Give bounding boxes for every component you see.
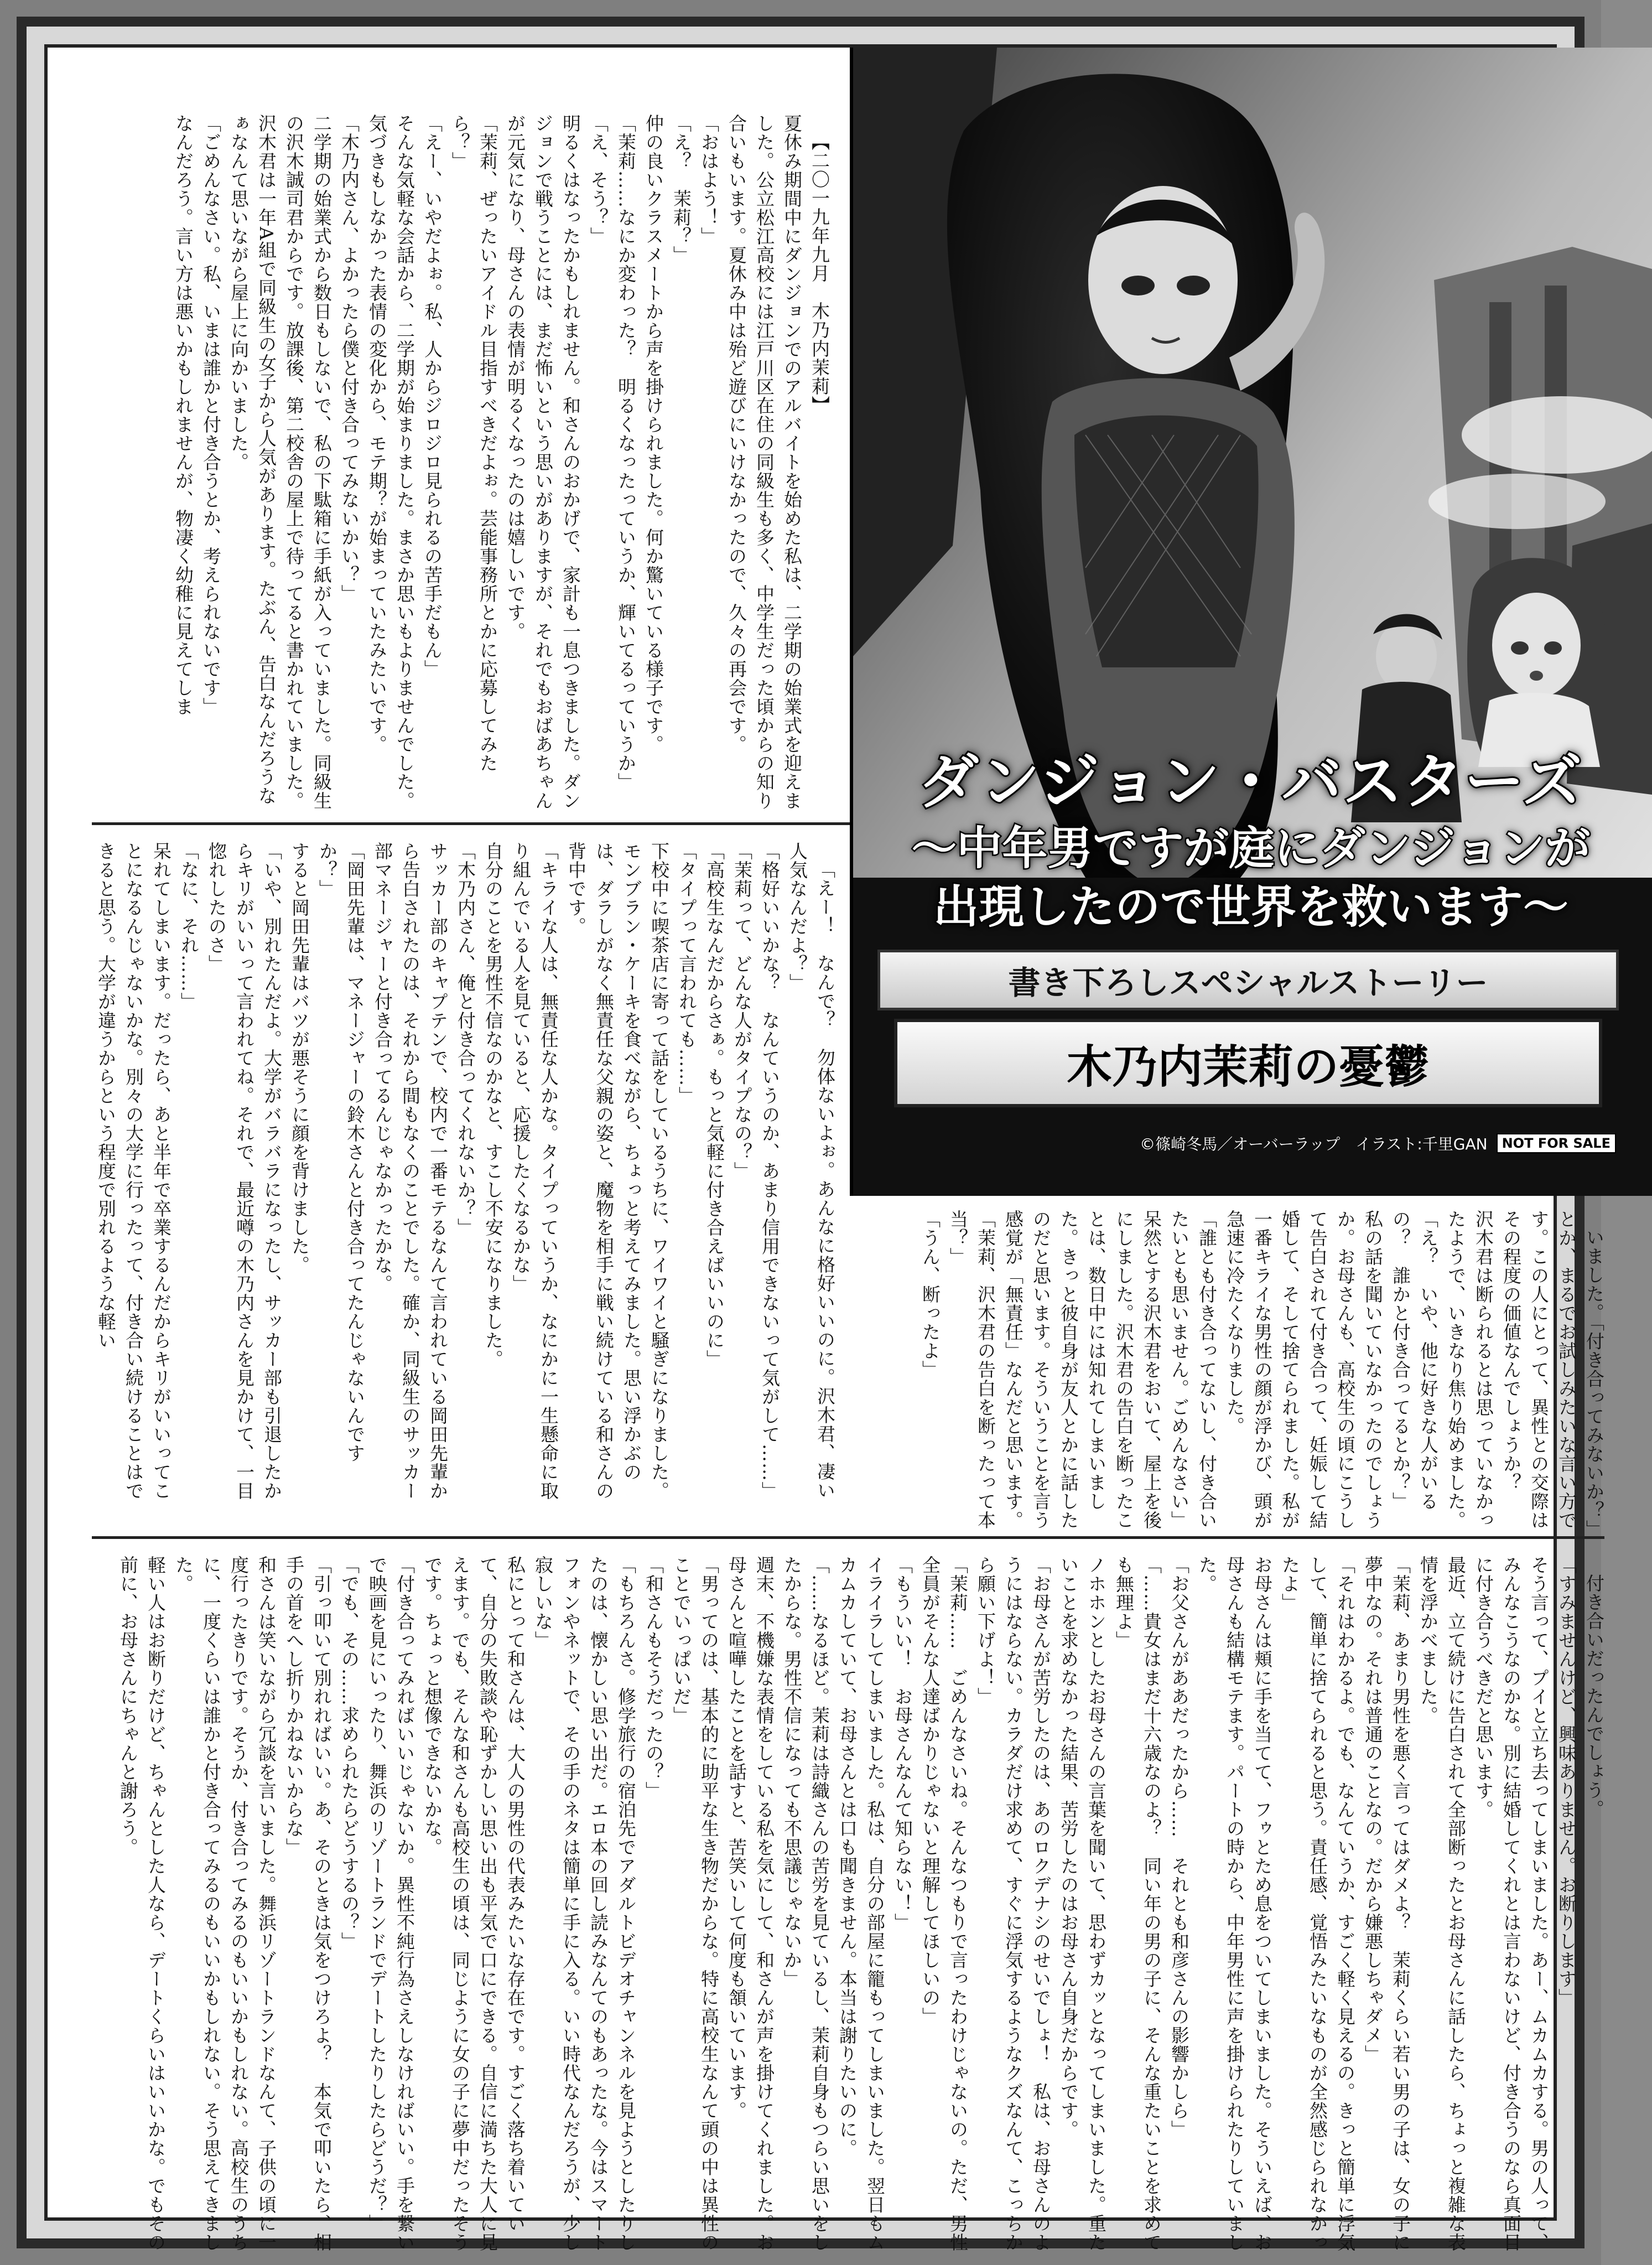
text-band-2 — [95, 842, 839, 1509]
text-band-4 — [103, 1556, 1608, 2253]
not-for-sale-badge: NOT FOR SALE — [1497, 1133, 1616, 1153]
band-divider-1 — [92, 822, 850, 825]
body-text-2: 「えー！ なんで？ 勿体ないよぉ。あんなに格好いいのに。沢木君、凄い人気なんだよ？」 「格好いいかな？ なんていうのか、あまり信用できないって気がして……」 「茉莉って、どんな人がタイプなの？」 「高校生なんだからさぁ。もっと気軽に付き合えばいいのに」 「タイプって言われても……」 下校中に喫茶店に寄って話をしているうちに、ワイワイと騒ぎになりました。モンブラン・ケーキを食べながら、ちょっと考えてみました。思い浮かぶのは、ダラしがなく無責任な父親の姿と、魔物を相手に戦い続けている和さんの背中です。 「キライな人は、無責任な人かな。タイプっていうか、なにかに一生懸命に取り組んでいる人を見ていると、応援したくなるかな」 自分のことを男性不信なのかなと、すこし不安になりました。 「木乃内さん、俺と付き合ってくれないか？」 サッカー部のキャプテンで、校内で一番モテるなんて言われている岡田先輩から告白されたのは、それから間もなくのことでした。確か、同級生のサッカー部マネージャーと付き合ってるんじゃなかったかな。 「岡田先輩は、マネージャーの鈴木さんと付き合ってたんじゃないんですか？」 すると岡田先輩はバツが悪そうに顔を背けました。 「いや、別れたんだよ。大学がバラバラになったし、サッカー部も引退したからキリがいいって言われてね。それで、最近噂の木乃内さんを見かけて、一目惚れしたのさ」 「なに、それ……」 呆れてしまいます。だったら、あと半年で卒業するんだからキリがいいってことになるんじゃないかな。別々の大学に行ったって、付き合い続けることはできると思う。大学が違うからという程度で別れるような軽い — [95, 842, 836, 1500]
body-text-3: いました。「付き合ってみないか？」とか、まるでお試しみたいな言い方です。この人にとって、異性との交際はその程度の価値なんでしょうか？ 沢木君は断られるとは思っていなかったようで、いきなり焦り始めました。 「え？ いや、他に好きな人がいるの？ 誰かと付き合ってるとか？」 私の話を聞いていなかったのでしょうか。お母さんも、高校生の頃にこうして告白されて付き合って、妊娠して結婚して、そして捨てられました。私が一番キライな男性の顔が浮かび、頭が急速に冷たくなりました。 「誰とも付き合ってないし、付き合いたいとも思いません。ごめんなさい」 呆然とする沢木君をおいて、屋上を後にしました。沢木君の告白を断ったことは、数日中には知れてしまいました。きっと彼自身が友人とかに話したのだと思います。そういうことを言う感覚が「無責任」なんだと思います。 「茉莉、沢木君の告白を断ったって本当？」 「うん、断ったよ」 — [919, 1210, 1605, 1530]
body-text-1: 【二〇一九年九月 木乃内茉莉】 夏休み期間中にダンジョンでのアルバイトを始めた私は、二学期の始業式を迎えました。公立松江高校には江戸川区在住の同級生も多く、中学生だった頃からの知り合いもいます。夏休み中は殆ど遊びにいけなかったので、久々の再会です。 「おはよう！」 「え？ 茉莉？」 仲の良いクラスメートから声を掛けられました。何か驚いている様子です。 「茉莉……なにか変わった？ 明るくなったっていうか、輝いてるっていうか」 「え、そう？」 明るくはなったかもしれません。和さんのおかげで、家計も一息つきました。ダンジョンで戦うことには、まだ怖いという思いがありますが、それでもおばあちゃんが元気になり、母さんの表情が明るくなったのは嬉しいです。 「茉莉、ぜったいアイドル目指すべきだよぉ。芸能事務所とかに応募してみたら？」 「えー、いやだよぉ。私、人からジロジロ見られるの苦手だもん」 そんな気軽な会話から、二学期が始まりました。まさか思いもよりませんでした。気づきもしなかった表情の変化から、モテ期？が始まっていたみたいです。 「木乃内さん、よかったら僕と付き合ってみないかい？」 二学期の始業式から数日もしないで、私の下駄箱に手紙が入っていました。同級生の沢木誠司君からです。放課後、第二校舎の屋上で待ってると書かれていました。沢木君は一年A組で同級生の女子から人気があります。たぶん、告白なんだろうなぁなんて思いながら屋上に向かいました。 「ごめんなさい。私、いまは誰かと付き合うとか、考えられないです」 なんだろう。言い方は悪いかもしれませんが、物凄く幼稚に見えてしま — [173, 114, 830, 810]
series-subtitle-line1: 〜中年男ですが庭にダンジョンが — [911, 822, 1591, 875]
page-paper — [44, 44, 1611, 2252]
series-title: ダンジョン・バスターズ — [918, 748, 1583, 817]
series-subtitle-line2: 出現したので世界を救います〜 — [933, 881, 1568, 934]
text-band-1 — [103, 114, 833, 814]
band-divider-2 — [92, 1536, 1604, 1539]
credits-line — [1129, 1131, 1616, 1155]
credits-text: ©篠崎冬馬／オーバーラップ イラスト:千里GAN — [1140, 1135, 1488, 1153]
title-block — [866, 734, 1635, 937]
special-story-banner: 書き下ろしスペシャルストーリー — [877, 950, 1619, 1010]
story-title: 木乃内茉莉の憂鬱 — [894, 1019, 1602, 1107]
body-text-4: 付き合いだったんでしょう。 「すみませんけど、興味ありません。お断りします」 そう言って、プイと立ち去ってしまいました。あー、ムカムカする。男の人って、みんなこうなのかな。別に結婚してくれとは言わないけど、付き合うのなら真面目に付き合うべきだと思います。 最近、立て続けに告白されて全部断ったとお母さんに話したら、ちょっと複雑な表情を浮かべました。 「茉莉、あまり男性を悪く言ってはダメよ？ 茉莉くらい若い男の子は、女の子に夢中なの。それは普通のことなの。だから嫌悪しちゃダメ」 「それはわかるよ。でも、なんていうか、すごく軽く見えるの。きっと簡単に浮気して、簡単に捨てられると思う。責任感、覚悟みたいなものが全然感じられなかったよ」 お母さんは頬に手を当てて、フゥとため息をついてしまいました。そういえば、お母さんも結構モテます。パートの時から、中年男性に声を掛けられたりしていました。 「お父さんがああだったから…… それとも和彦さんの影響かしら」 「……貴女はまだ十六歳なのよ？ 同い年の男の子に、そんな重たいことを求めても無理よ」 ノホホンとしたお母さんの言葉を聞いて、思わずカッとなってしまいました。重たいことを求めなかった結果、苦労したのはお母さん自身だからです。 「お母さんが苦労したのは、あのロクデナシのせいでしょ！ 私は、お母さんのようにはならない。カラダだけ求めて、すぐに浮気するようなクズなんて、こっちから願い下げよ！」 「茉莉…… ごめんなさいね。そんなつもりで言ったわけじゃないの。ただ、男性全員がそんな人達ばかりじゃないと理解してほしいの」 「もういい！ お母さんなんて知らない！」 イライラしてしまいました。私は、自分の部屋に籠もってしまいました。翌日もムカムカしていて、お母さんとは口も聞きません。本当は謝りたいのに。 「……なるほど。茉莉は詩織さんの苦労を見ているし、茉莉自身もつらい思いをしたからな。男性不信になっても不思議じゃないか」 週末、不機嫌な表情をしている私を気にして、和さんが声を掛けてくれました。お母さんと喧嘩したことを話すと、苦笑いして何度も頷いています。 「男ってのは、基本的に助平な生き物だからな。特に高校生なんて頭の中は異性のことでいっぱいだ」 「和さんもそうだったの？」 「もちろんさ。修学旅行の宿泊先でアダルトビデオチャンネルを見ようとしたりしたのは、懐かしい思い出だ。エロ本の回し読みなんてのもあったな。今はスマートフォンやネットで、その手のネタは簡単に手に入る。いい時代なんだろうが、少し寂しいな」 私にとって和さんは、大人の男性の代表みたいな存在です。すごく落ち着いていて、自分の失敗談や恥ずかしい思い出も平気で口にできる。自信に満ちた大人に見えます。でも、そんな和さんも高校生の頃は、同じように女の子に夢中だったそうです。ちょっと想像できないかな。 「付き合ってみればいいじゃないか。異性不純行為さえしなければいい。手を繋いで映画を見にいったり、舞浜のリゾートランドでデートしたりしたらどうだ？」 「でも、その……求められたらどうするの？」 「引っ叩いて別れればいい。あ、そのときは気をつけろよ？ 本気で叩いたら、相手の首をへし折りかねないからな」 和さんは笑いながら冗談を言いました。舞浜リゾートランドなんて、子供の頃に一度行ったきりです。そうか、付き合ってみるのもいいかもしれない。高校生のうちに、一度くらいは誰かと付き合ってみるのもいいかもしれない。そう思えてきました。 軽い人はお断りだけど、ちゃんとした人なら、デートくらいはいいかな。でもその前に、お母さんにちゃんと謝ろう。 — [117, 1556, 1605, 2252]
text-band-3 — [844, 1210, 1608, 1531]
